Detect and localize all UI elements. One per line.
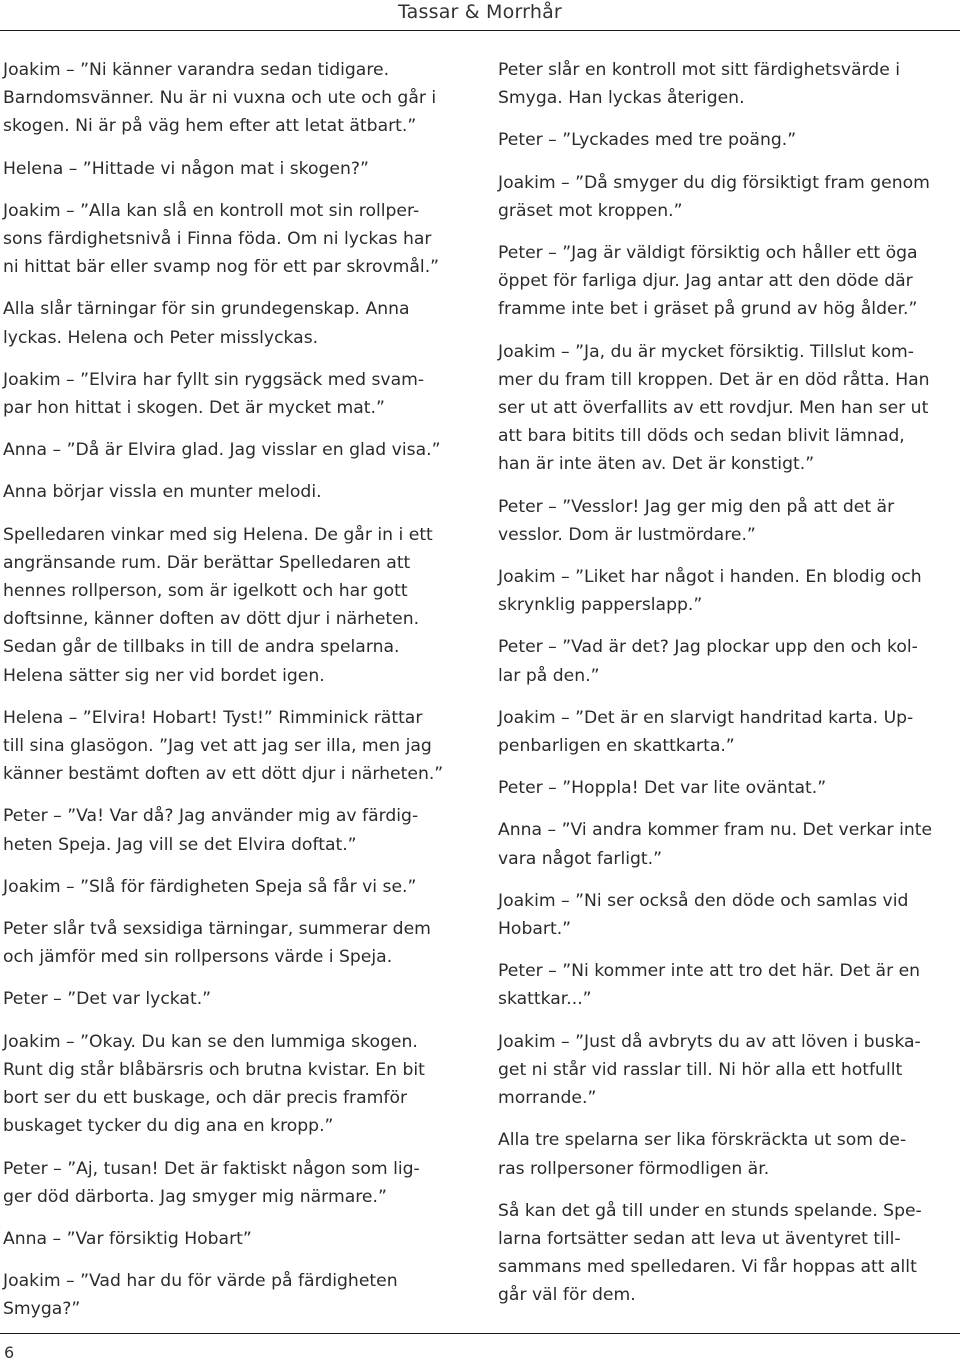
paragraph: Peter slår två sexsidiga tärningar, summerar dem och jämför med sin rollpersons värde i Speja. — [3, 919, 431, 968]
header-divider — [0, 30, 960, 31]
paragraph: Peter – ”Lyckades med tre poäng.” — [498, 130, 797, 151]
paragraph: Peter – ”Ni kommer inte att tro det här. Det är en skattkar...” — [498, 961, 921, 1010]
page-number: 6 — [4, 1343, 15, 1362]
paragraph: Anna börjar vissla en munter melodi. — [3, 482, 322, 503]
paragraph: Joakim – ”Just då avbryts du av att löven i buska- get ni står vid rasslar till. Ni hör alla ett hotfullt morrande.” — [498, 1031, 921, 1109]
paragraph: Joakim – ”Elvira har fyllt sin ryggsäck med svam- par hon hittat i skogen. Det är mycket mat.” — [3, 369, 425, 419]
paragraph: Peter slår en kontroll mot sitt färdighetsvärde i Smyga. Han lyckas återigen. — [498, 60, 901, 109]
right-text-column — [498, 56, 960, 1324]
paragraph: Anna – ”Vi andra kommer fram nu. Det verkar inte vara något farligt.” — [498, 820, 933, 869]
paragraph: Helena – ”Hittade vi någon mat i skogen?” — [3, 158, 369, 179]
paragraph: Alla tre spelarna ser lika förskräckta ut som de- ras rollpersoner förmodligen är. — [498, 1130, 907, 1179]
paragraph: Anna – ”Var försiktig Hobart” — [3, 1228, 252, 1249]
paragraph: Joakim – ”Okay. Du kan se den lummiga skogen. Runt dig står blåbärsris och brutna kvistar. En bit bort ser du ett buskage, och där precis framför buskaget tycker du dig ana en kropp.” — [3, 1031, 425, 1137]
paragraph: Spelledaren vinkar med sig Helena. De går in i ett angränsande rum. Där berättar Spelledaren att hennes rollperson, som är igelkott och har gott doftsinne, känner doften av dött djur i närheten. Sedan går de tillbaks in till de andra spelarna. Helena sätter sig ner vid bordet igen. — [3, 524, 433, 686]
paragraph: Peter – ”Jag är väldigt försiktig och håller ett öga öppet för farliga djur. Jag antar att den döde där framme inte bet i gräset på grund av hög ålder.” — [498, 243, 918, 320]
paragraph: Joakim – ”Alla kan slå en kontroll mot sin rollper- sons färdighetsnivå i Finna föda. Om ni lyckas har ni hittat bär eller svamp nog för ett par skrovmål.” — [3, 200, 440, 278]
paragraph: Joakim – ”Liket har något i handen. En blodig och skrynklig papperslapp.” — [498, 567, 922, 616]
paragraph: Helena – ”Elvira! Hobart! Tyst!” Rimminick rättar till sina glasögon. ”Jag vet att jag ser illa, men jag känner bestämt doften av ett dött djur i närheten.” — [3, 707, 444, 785]
paragraph: Joakim – ”Det är en slarvigt handritad karta. Up- penbarligen en skattkarta.” — [498, 707, 914, 757]
paragraph: Joakim – ”Ja, du är mycket försiktig. Tillslut kom- mer du fram till kroppen. Det är en död råtta. Han ser ut att överfallits av ett rovdjur. Men han ser ut att bara bitits till döds och sedan blivit lämnad, han är inte äten av. Det är konstigt.” — [498, 341, 930, 475]
paragraph: Joakim – ”Då smyger du dig försiktigt fram genom gräset mot kroppen.” — [498, 172, 930, 221]
left-text-column — [3, 56, 469, 1338]
paragraph: Joakim – ”Ni ser också den döde och samlas vid Hobart.” — [498, 890, 909, 940]
paragraph: Joakim – ”Vad har du för värde på färdigheten Smyga?” — [3, 1271, 398, 1320]
paragraph: Peter – ”Det var lyckat.” — [3, 989, 212, 1010]
paragraph: Joakim – ”Slå för färdigheten Speja så får vi se.” — [3, 876, 417, 897]
running-header-title: Tassar & Morrhår — [398, 1, 562, 23]
paragraph: Peter – ”Vesslor! Jag ger mig den på att det är vesslor. Dom är lustmördare.” — [498, 496, 895, 545]
paragraph: Peter – ”Hoppla! Det var lite oväntat.” — [498, 778, 827, 799]
paragraph: Anna – ”Då är Elvira glad. Jag visslar en glad visa.” — [3, 440, 441, 461]
paragraph: Peter – ”Aj, tusan! Det är faktiskt någon som lig- ger död därborta. Jag smyger mig närmare.” — [3, 1158, 420, 1207]
paragraph: Peter – ”Vad är det? Jag plockar upp den och kol- lar på den.” — [498, 637, 918, 686]
paragraph: Så kan det gå till under en stunds spelande. Spe- larna fortsätter sedan att leva ut äventyret till- sammans med spelledaren. Vi får hoppas att allt går väl för dem. — [498, 1200, 922, 1306]
paragraph: Alla slår tärningar för sin grundegenskap. Anna lyckas. Helena och Peter misslyckas. — [3, 299, 410, 348]
paragraph: Joakim – ”Ni känner varandra sedan tidigare. Barndomsvänner. Nu är ni vuxna och ute och går i skogen. Ni är på väg hem efter att letat ätbart.” — [3, 60, 437, 137]
footer-divider — [0, 1333, 960, 1334]
paragraph: Peter – ”Va! Var då? Jag använder mig av färdig- heten Speja. Jag vill se det Elvira doftat.” — [3, 806, 419, 855]
